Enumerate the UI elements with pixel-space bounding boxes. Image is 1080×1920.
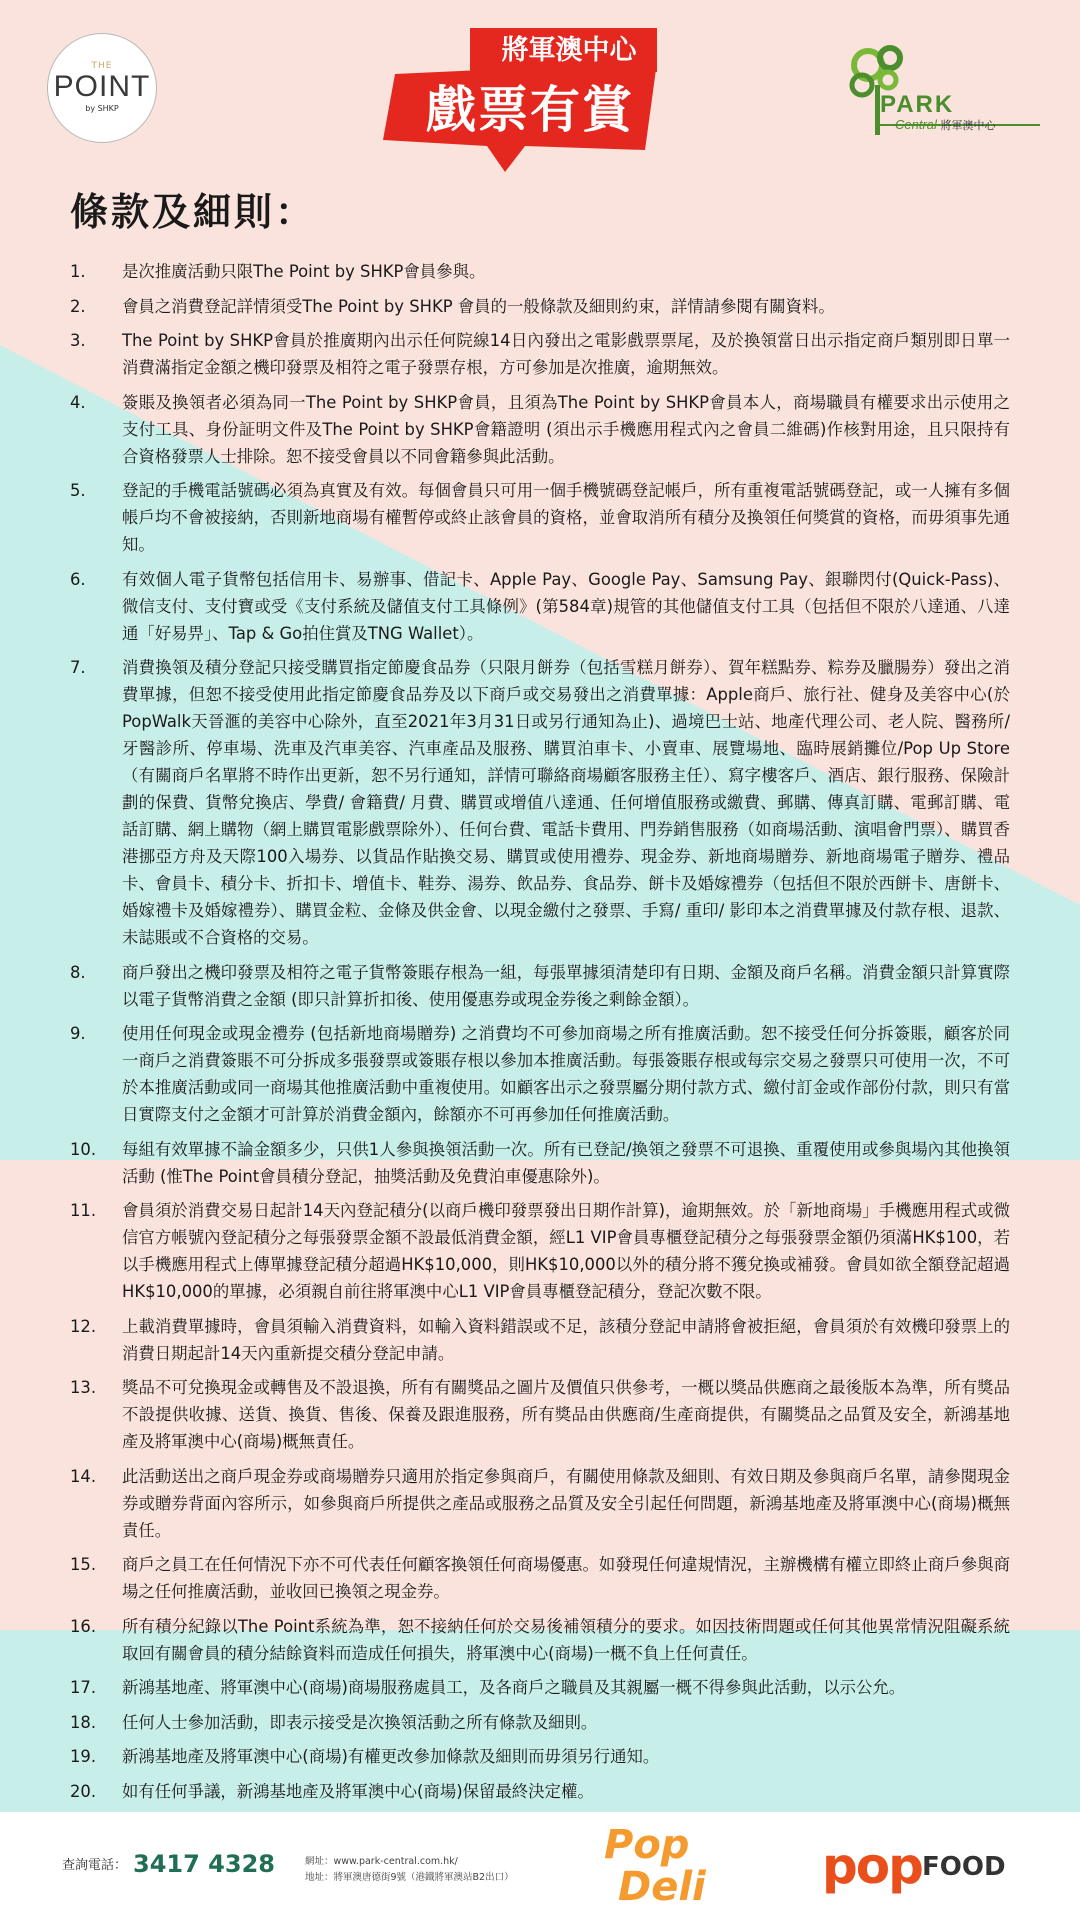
term-item: [70, 1709, 1010, 1736]
term-number: 11.: [70, 1201, 97, 1220]
term-text: 任何人士參加活動，即表示接受是次換領活動之所有條款及細則。: [122, 1712, 598, 1732]
term-number: 7.: [70, 658, 86, 677]
logo-by-text: by SHKP: [85, 104, 119, 113]
term-item: [70, 327, 1010, 381]
pop-deli-word-1: Pop: [604, 1822, 690, 1868]
term-number: 10.: [70, 1139, 97, 1159]
term-text: 此活動送出之商戶現金券或商場贈券只適用於指定參與商戶，有關使用條款及細則、有效日期及參與商戶名單，請參閱現金券或贈券背面內容所示，如參與商戶所提供之產品或服務之品質及安全引起任何問題，新鴻基地產及將軍澳中心(商場)概無責任。: [122, 1466, 1010, 1540]
pop-food-word-1: pop: [822, 1837, 922, 1895]
term-number: 6.: [70, 569, 86, 589]
term-text: 簽賬及換領者必須為同一The Point by SHKP會員，且須為The Point by SHKP會員本人，商場職員有權要求出示使用之支付工具、身份証明文件及The Point by SHKP會籍證明 (須出示手機應用程式內之會員二維碼)作核對用途，且只限持有合資格發票人士排除。恕不接受會員以不同會籍參與此活動。: [122, 392, 1010, 466]
address-text: 地址：將軍澳唐德街9號（港鐵將軍澳站B2出口）: [305, 1872, 514, 1883]
term-text: 有效個人電子貨幣包括信用卡、易辦事、借記卡、Apple Pay、Google Pay、Samsung Pay、銀聯閃付(Quick-Pass)、微信支付、支付寶或受《支付系統及儲值支付工具條例》(第584章)規管的其他儲值支付工具（包括但不限於八達通、八達通「好易畀」、Tap & Go拍住賞及TNG Wallet）。: [122, 569, 1010, 643]
contact-info: [305, 1854, 514, 1886]
term-text: 所有積分紀錄以The Point系統為準，恕不接納任何於交易後補領積分的要求。如因技術問題或任何其他異常情況阻礙系統取回有關會員的積分結餘資料而造成任何損失，將軍澳中心(商場)一概不負上任何責任。: [122, 1616, 1010, 1663]
term-number: 12.: [70, 1316, 97, 1336]
term-text: 會員之消費登記詳情須受The Point by SHKP 會員的一般條款及細則約束，詳情請參閱有關資料。: [122, 296, 835, 316]
logo-the-text: THE: [91, 61, 113, 71]
term-item: [70, 566, 1010, 647]
term-number: 18.: [70, 1712, 97, 1732]
term-text: 獎品不可兌換現金或轉售及不設退換，所有有關獎品之圖片及價值只供參考，一概以獎品供應商之最後版本為準，所有獎品不設提供收據、送貨、換貨、售後、保養及跟進服務，所有獎品由供應商/生產商提供，有關獎品之品質及安全，新鴻基地產及將軍澳中心(商場)概無責任。: [122, 1378, 1010, 1451]
term-number: 8.: [70, 962, 86, 982]
term-text: 上載消費單據時，會員須輸入消費資料，如輸入資料錯誤或不足，該積分登記申請將會被拒絕，會員須於有效機印發票上的消費日期起計14天內重新提交積分登記申請。: [122, 1316, 1010, 1363]
term-number: 17.: [70, 1678, 97, 1697]
term-item: [70, 1613, 1010, 1667]
term-number: 5.: [70, 481, 86, 500]
term-text: 消費換領及積分登記只接受購買指定節慶食品券（只限月餅券（包括雪糕月餅券）、賀年糕點券、粽券及臘腸券）發出之消費單據，但恕不接受使用此指定節慶食品券及以下商戶或交易發出之消費單據：Apple商戶、旅行社、健身及美容中心(於PopWalk天晉滙的美容中心除外，直至2021年3月31日或另行通知為止)、過境巴士站、地產代理公司、老人院、醫務所/ 牙醫診所、停車場、洗車及汽車美容、汽車產品及服務、購買泊車卡、小賣車、展覽場地、臨時展銷攤位/Pop Up Store（有關商戶名單將不時作出更新，恕不另行通知，詳情可聯絡商場顧客服務主任）、寫字樓客戶、酒店、銀行服務、保險計劃的保費、貨幣兌換店、學費/ 會籍費/ 月費、購買或增值八達通、任何增值服務或繳費、郵購、傳真訂購、電郵訂購、電話訂購、網上購物（網上購買電影戲票除外）、任何台費、電話卡費用、門券銷售服務（如商場活動、演唱會門票）、購買香港挪亞方舟及天際100入場券、以貨品作貼換交易、購買或使用禮券、現金券、新地商場贈券、新地商場電子贈券、禮品卡、會員卡、積分卡、折扣卡、增值卡、鞋券、湯券、飲品券、食品券、餅卡及婚嫁禮券（包括但不限於西餅卡、唐餅卡、婚嫁禮卡及婚嫁禮券）、購買金粒、金條及供金會、以現金繳付之發票、手寫/ 重印/ 影印本之消費單據及付款存根、退款、未誌賬或不合資格的交易。: [122, 658, 1010, 947]
term-text: 使用任何現金或現金禮券 (包括新地商場贈券) 之消費均不可參加商場之所有推廣活動。恕不接受任何分拆簽賬，顧客於同一商戶之消費簽賬不可分拆成多張發票或簽賬存根以參加本推廣活動。每張簽賬存根或每宗交易之發票只可使用一次，不可於本推廣活動或同一商場其他推廣活動中重複使用。如顧客出示之發票屬分期付款方式、繳付訂金或作部份付款，則只有當日實際支付之金額才可計算於消費金額內，餘額亦不可再參加任何推廣活動。: [122, 1024, 1010, 1124]
term-number: 16.: [70, 1616, 97, 1636]
pop-food-word-2: FOOD: [922, 1852, 1006, 1882]
park-central-en: Central: [895, 117, 937, 132]
term-text: 新鴻基地產及將軍澳中心(商場)有權更改參加條款及細則而毋須另行通知。: [122, 1747, 660, 1766]
term-item: [70, 258, 1010, 285]
park-central-zh: 將軍澳中心: [940, 120, 996, 132]
term-number: 19.: [70, 1747, 97, 1766]
term-number: 2.: [70, 296, 86, 316]
pop-deli-logo[interactable]: [602, 1822, 706, 1916]
term-number: 3.: [70, 331, 86, 350]
logo-point-text: POINT: [53, 70, 151, 103]
term-number: 9.: [70, 1024, 86, 1043]
term-item: [70, 1551, 1010, 1605]
term-number: 15.: [70, 1555, 97, 1574]
campaign-banner: [375, 22, 665, 172]
term-number: 1.: [70, 262, 86, 281]
footer: [0, 1812, 1080, 1920]
term-item: [70, 654, 1010, 951]
term-item: [70, 1197, 1010, 1305]
website-link[interactable]: 網址：www.park-central.com.hk/: [305, 1856, 458, 1867]
term-item: [70, 1743, 1010, 1770]
enquiry-label: 查詢電話：: [62, 1858, 128, 1873]
term-text: 如有任何爭議，新鴻基地產及將軍澳中心(商場)保留最終決定權。: [122, 1781, 594, 1801]
the-point-logo[interactable]: [47, 33, 157, 143]
term-item: [70, 1313, 1010, 1367]
enquiry-phone[interactable]: 3417 4328: [133, 1850, 275, 1878]
term-number: 13.: [70, 1378, 97, 1397]
banner-title: 戲票有賞: [426, 81, 634, 139]
term-text: 登記的手機電話號碼必須為真實及有效。每個會員只可用一個手機號碼登記帳戶，所有重複電話號碼登記，或一人擁有多個帳戶均不會被接納，否則新地商場有權暫停或終止該會員的資格，並會取消所有積分及換領任何獎賞的資格，而毋須事先通知。: [122, 481, 1010, 554]
pop-deli-word-2: Deli: [618, 1864, 706, 1910]
term-text: 商戶發出之機印發票及相符之電子貨幣簽賬存根為一組，每張單據須清楚印有日期、金額及商戶名稱。消費金額只計算實際以電子貨幣消費之金額 (即只計算折扣後、使用優惠券或現金券後之剩餘金額）。: [122, 962, 1010, 1009]
term-item: [70, 1674, 1010, 1701]
term-item: [70, 1463, 1010, 1544]
term-item: [70, 1778, 1010, 1805]
term-item: [70, 293, 1010, 320]
term-number: 14.: [70, 1466, 97, 1486]
term-text: 每組有效單據不論金額多少，只供1人參與換領活動一次。所有已登記/換領之發票不可退換、重覆使用或參與場內其他換領活動 (惟The Point會員積分登記，抽獎活動及免費泊車優惠除外)。: [122, 1139, 1010, 1186]
term-text: The Point by SHKP會員於推廣期內出示任何院線14日內發出之電影戲票票尾，及於換領當日出示指定商戶類別即日單一消費滿指定金額之機印發票及相符之電子發票存根，方可參加是次推廣，逾期無效。: [122, 331, 1010, 377]
term-text: 是次推廣活動只限The Point by SHKP會員參與。: [122, 262, 486, 281]
term-item: [70, 1020, 1010, 1128]
banner-subtitle: 將軍澳中心: [501, 35, 637, 66]
term-text: 會員須於消費交易日起計14天內登記積分(以商戶機印發票發出日期作計算)，逾期無效。於「新地商場」手機應用程式或微信官方帳號內登記積分之每張發票金額不設最低消費金額，經L1 VIP會員專櫃登記積分之每張發票金額仍須滿HK$100，若以手機應用程式上傳單據登記積分超過HK$10,000，則HK$10,000以外的積分將不獲兌換或補發。會員如欲全額登記超過HK$10,000的單據，必須親自前往將軍澳中心L1 VIP會員專櫃登記積分，登記次數不限。: [122, 1201, 1010, 1301]
term-number: 4.: [70, 392, 86, 412]
terms-list: [70, 258, 1010, 1812]
park-central-subtitle: [895, 117, 996, 134]
term-item: [70, 389, 1010, 470]
term-number: 20.: [70, 1781, 97, 1801]
term-item: [70, 959, 1010, 1013]
pop-food-logo[interactable]: [812, 1838, 1022, 1898]
park-central-name: PARK: [880, 91, 955, 118]
enquiry-line: [62, 1850, 275, 1878]
term-item: [70, 1136, 1010, 1190]
term-text: 新鴻基地產、將軍澳中心(商場)商場服務處員工，及各商戶之職員及其親屬一概不得參與此活動，以示公允。: [122, 1678, 906, 1697]
term-item: [70, 1374, 1010, 1455]
header: [0, 0, 1080, 190]
term-text: 商戶之員工在任何情況下亦不可代表任何顧客換領任何商場優惠。如發現任何違規情況，主辦機構有權立即終止商戶參與商場之任何推廣活動，並收回已換領之現金券。: [122, 1555, 1010, 1601]
term-item: [70, 477, 1010, 558]
page-title: 條款及細則：: [70, 190, 317, 234]
